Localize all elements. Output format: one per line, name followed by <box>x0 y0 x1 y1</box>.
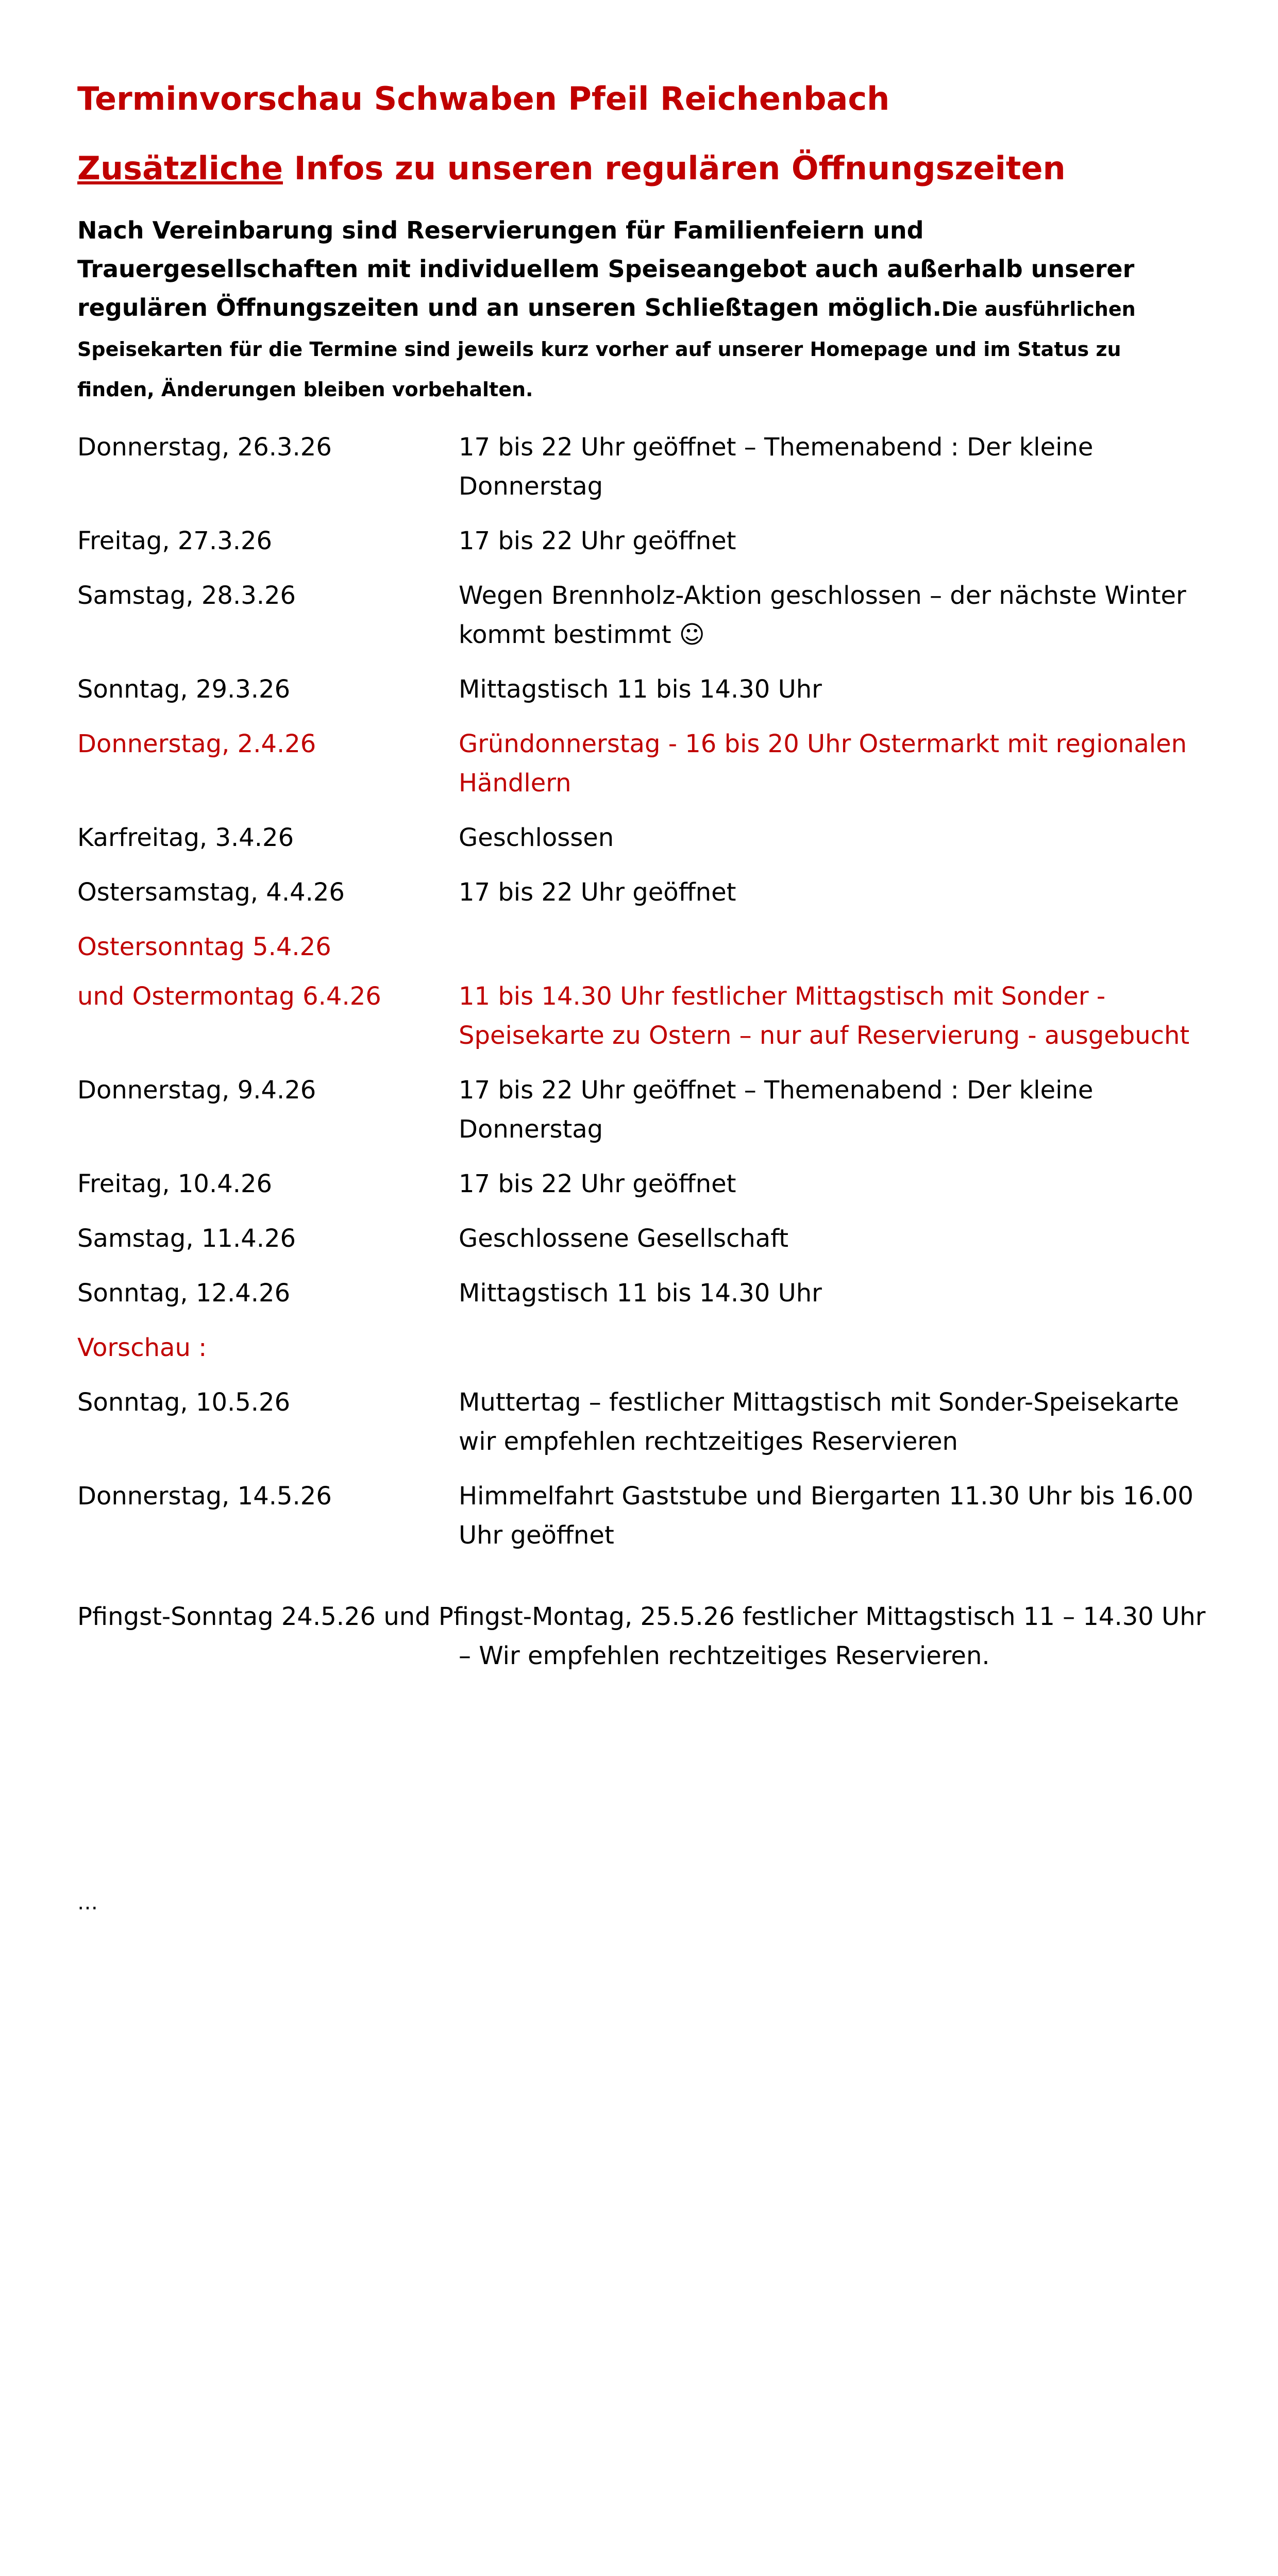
schedule-description: Gründonnerstag - 16 bis 20 Uhr Ostermarkt mit regionalen Händlern <box>459 730 1187 798</box>
intro-main-text: Nach Vereinbarung sind Reservierungen für Familienfeiern und Trauergesellschaften mit individuellem Speiseangebot auch außerhalb unserer regulären Öffnungszeiten und an unseren Schließtagen möglich. <box>77 216 1135 321</box>
schedule-description: 17 bis 22 Uhr geöffnet – Themenabend : Der kleine Donnerstag <box>459 1076 1094 1144</box>
schedule-date: Sonntag, 12.4.26 <box>77 1279 291 1308</box>
schedule-date: Freitag, 10.4.26 <box>77 1170 273 1198</box>
schedule-date: und Ostermontag 6.4.26 <box>77 982 381 1011</box>
schedule-date: Karfreitag, 3.4.26 <box>77 823 294 852</box>
schedule-date: Donnerstag, 26.3.26 <box>77 433 332 462</box>
pfingsten-line-1: Pfingst-Sonntag 24.5.26 und Pfingst-Montag, 25.5.26 festlicher Mittagstisch 11 – 14.30 Uhr <box>77 1602 1206 1631</box>
schedule-date: Freitag, 27.3.26 <box>77 527 273 555</box>
schedule-row <box>77 576 1211 654</box>
schedule-row <box>77 1274 1211 1313</box>
schedule-description: Geschlossen <box>459 823 614 852</box>
schedule-description: Muttertag – festlicher Mittagstisch mit Sonder-Speisekarte wir empfehlen rechtzeitiges Reservieren <box>459 1388 1179 1456</box>
pfingsten-entry <box>77 1597 1221 1675</box>
schedule-date: Samstag, 11.4.26 <box>77 1224 296 1253</box>
schedule-row <box>77 873 1211 912</box>
pfingsten-line-2: – Wir empfehlen rechtzeitiges Reservieren. <box>459 1641 990 1670</box>
schedule-description: 17 bis 22 Uhr geöffnet – Themenabend : Der kleine Donnerstag <box>459 433 1094 501</box>
schedule-row-highlight <box>77 977 1211 1055</box>
schedule-date: Donnerstag, 2.4.26 <box>77 730 316 758</box>
schedule-row <box>77 1477 1211 1555</box>
schedule-description: Geschlossene Gesellschaft <box>459 1224 789 1253</box>
subtitle-rest: Infos zu unseren regulären Öffnungszeiten <box>283 149 1066 187</box>
schedule-description: Wegen Brennholz-Aktion geschlossen – der nächste Winter kommt bestimmt ☺ <box>459 581 1186 649</box>
schedule-date: Sonntag, 29.3.26 <box>77 675 291 704</box>
preview-heading-row <box>77 1328 1211 1367</box>
schedule-description: Mittagstisch 11 bis 14.30 Uhr <box>459 675 822 704</box>
schedule-date: Donnerstag, 9.4.26 <box>77 1076 316 1105</box>
schedule-date: Ostersamstag, 4.4.26 <box>77 878 345 907</box>
schedule-row-highlight <box>77 927 1211 967</box>
schedule-date: Donnerstag, 14.5.26 <box>77 1482 332 1511</box>
schedule-row <box>77 670 1211 709</box>
page-subtitle <box>77 149 1066 187</box>
schedule-row <box>77 521 1211 561</box>
schedule-description: Himmelfahrt Gaststube und Biergarten 11.30 Uhr bis 16.00 Uhr geöffnet <box>459 1482 1193 1550</box>
page-title: Terminvorschau Schwaben Pfeil Reichenbach <box>77 80 890 117</box>
schedule-description: Mittagstisch 11 bis 14.30 Uhr <box>459 1279 822 1308</box>
schedule-description: 17 bis 22 Uhr geöffnet <box>459 878 736 907</box>
schedule-row <box>77 1071 1211 1149</box>
schedule-description <box>459 927 1211 967</box>
schedule-row <box>77 1383 1211 1461</box>
schedule-date: Sonntag, 10.5.26 <box>77 1388 291 1417</box>
schedule-row <box>77 428 1211 506</box>
schedule-row-highlight <box>77 724 1211 803</box>
schedule-list <box>77 428 1211 1570</box>
schedule-description: 11 bis 14.30 Uhr festlicher Mittagstisch mit Sonder - Speisekarte zu Ostern – nur auf Reservierung - ausgebucht <box>459 982 1190 1050</box>
subtitle-underlined-word: Zusätzliche <box>77 149 283 187</box>
schedule-row <box>77 1164 1211 1204</box>
schedule-description <box>459 1328 1211 1367</box>
schedule-date: Ostersonntag 5.4.26 <box>77 933 331 961</box>
schedule-row <box>77 818 1211 857</box>
intro-note-text: Die ausführlichen Speisekarten für die Termine sind jeweils kurz vorher auf unserer Homepage und im Status zu finden, Änderungen bleiben vorbehalten. <box>77 298 1136 401</box>
intro-paragraph <box>77 211 1201 409</box>
schedule-description: 17 bis 22 Uhr geöffnet <box>459 1170 736 1198</box>
schedule-date: Samstag, 28.3.26 <box>77 581 296 610</box>
preview-heading: Vorschau : <box>77 1333 207 1362</box>
trailing-ellipsis: … <box>77 1891 98 1914</box>
schedule-description: 17 bis 22 Uhr geöffnet <box>459 527 736 555</box>
schedule-row <box>77 1219 1211 1258</box>
